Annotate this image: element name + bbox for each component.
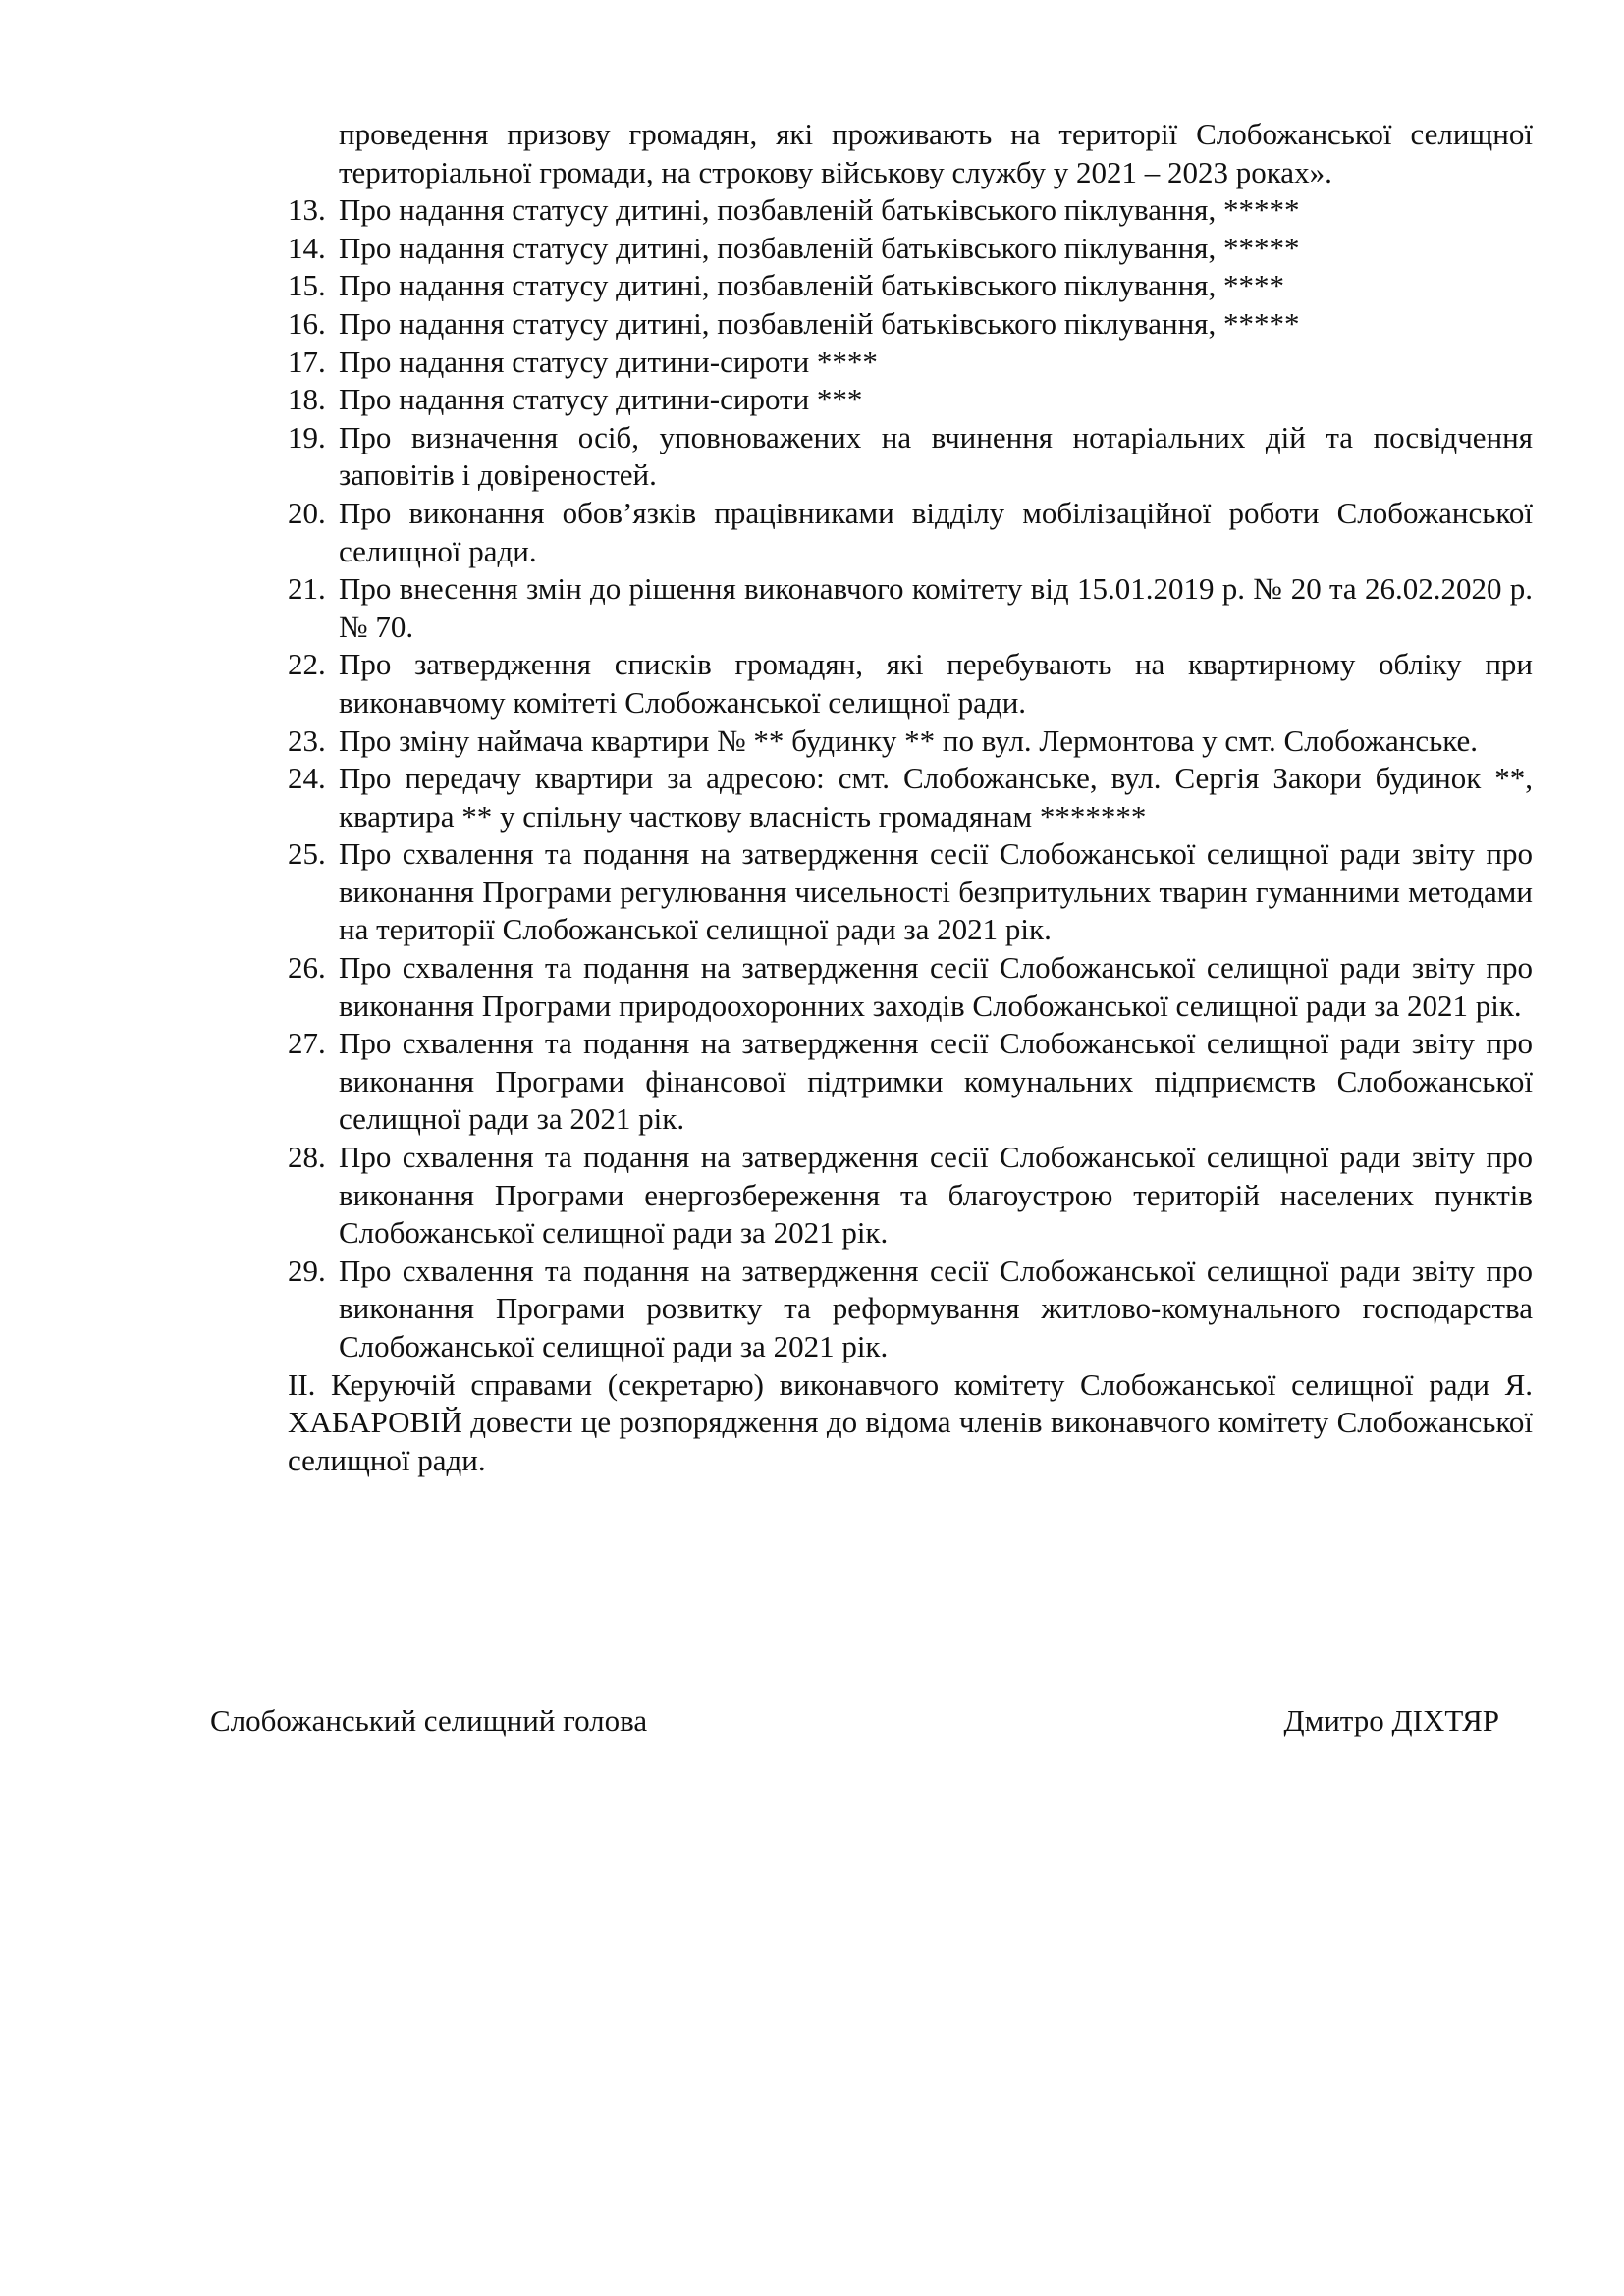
- list-item-text: Про надання статусу дитині, позбавленій батьківського піклування, *****: [339, 192, 1300, 228]
- list-item-text: Про схвалення та подання на затвердження сесії Слобожанської селищної ради звіту про виконання Програми регулювання чисельності безпритульних тварин гуманними методами на території Слобожанської селищної ради за 2021 рік.: [339, 836, 1533, 947]
- list-item-text: Про схвалення та подання на затвердження сесії Слобожанської селищної ради звіту про виконання Програми розвитку та реформування житлово-комунального господарства Слобожанської селищної ради за 2021 рік.: [339, 1253, 1533, 1363]
- list-item-number: 17.: [288, 344, 326, 379]
- list-item-text: Про надання статусу дитині, позбавленій батьківського піклування, ****: [339, 268, 1284, 303]
- document-body: [288, 116, 1533, 1479]
- list-item: [288, 419, 1533, 495]
- list-item-number: 19.: [288, 419, 326, 454]
- list-item-number: 14.: [288, 230, 326, 265]
- list-item-text: Про схвалення та подання на затвердження сесії Слобожанської селищної ради звіту про виконання Програми природоохоронних заходів Слобожанської селищної ради за 2021 рік.: [339, 950, 1533, 1023]
- list-item-number: 21.: [288, 571, 326, 607]
- list-item-text: Про затвердження списків громадян, які перебувають на квартирному обліку при виконавчому комітеті Слобожанської селищної ради.: [339, 647, 1533, 720]
- list-item: [288, 1253, 1533, 1366]
- list-item: [288, 191, 1533, 230]
- list-item-text: Про передачу квартири за адресою: смт. Слобожанське, вул. Сергія Закори будинок **, квартира ** у спільну часткову власність громадянам *******: [339, 761, 1533, 833]
- list-item: [288, 495, 1533, 570]
- decision-list: [288, 191, 1533, 1365]
- list-item: [288, 722, 1533, 761]
- list-item: [288, 1025, 1533, 1139]
- list-item-text: Про надання статусу дитини-сироти ****: [339, 344, 878, 379]
- list-item-text: Про схвалення та подання на затвердження сесії Слобожанської селищної ради звіту про виконання Програми енергозбереження та благоустрою територій населених пунктів Слобожанської селищної ради за 2021 рік.: [339, 1140, 1533, 1251]
- continued-paragraph: проведення призову громадян, які проживають на території Слобожанської селищної територіальної громади, на строкову військову службу у 2021 – 2023 роках».: [339, 117, 1533, 189]
- list-item-text: Про визначення осіб, уповноважених на вчинення нотаріальних дій та посвідчення заповітів і довіреностей.: [339, 419, 1533, 493]
- list-item: [288, 305, 1533, 344]
- list-item: [288, 570, 1533, 646]
- list-item: [288, 1139, 1533, 1253]
- list-item-text: Про виконання обов’язків працівниками відділу мобілізаційної роботи Слобожанської селищної ради.: [339, 495, 1533, 568]
- list-item-number: 23.: [288, 722, 326, 758]
- list-item: [288, 835, 1533, 949]
- list-item-number: 24.: [288, 761, 326, 796]
- list-item-number: 25.: [288, 836, 326, 872]
- list-item-number: 28.: [288, 1140, 326, 1175]
- list-item: [288, 381, 1533, 419]
- list-item: [288, 230, 1533, 268]
- list-item-number: 26.: [288, 950, 326, 986]
- signatory-name: Дмитро ДІХТЯР: [1283, 1703, 1499, 1737]
- list-item-text: Про внесення змін до рішення виконавчого комітету від 15.01.2019 р. № 20 та 26.02.2020 р. № 70.: [339, 571, 1533, 644]
- list-item-number: 15.: [288, 268, 326, 303]
- list-item: [288, 949, 1533, 1025]
- list-item-text: Про зміну наймача квартири № ** будинку ** по вул. Лермонтова у смт. Слобожанське.: [339, 722, 1479, 758]
- list-item-number: 22.: [288, 647, 326, 682]
- list-item: [288, 760, 1533, 835]
- list-item: [288, 267, 1533, 305]
- list-item-text: Про надання статусу дитині, позбавленій батьківського піклування, *****: [339, 305, 1300, 341]
- section-two-paragraph: ІІ. Керуючій справами (секретарю) виконавчого комітету Слобожанської селищної ради Я. ХАБАРОВІЙ довести це розпорядження до відома членів виконавчого комітету Слобожанської селищної ради.: [288, 1366, 1533, 1477]
- signatory-title: Слобожанський селищний голова: [210, 1703, 648, 1737]
- list-item-number: 16.: [288, 305, 326, 341]
- list-item-number: 27.: [288, 1026, 326, 1061]
- signature-block: [210, 1702, 1499, 1739]
- list-item-number: 20.: [288, 495, 326, 530]
- list-item-text: Про схвалення та подання на затвердження сесії Слобожанської селищної ради звіту про виконання Програми фінансової підтримки комунальних підприємств Слобожанської селищної ради за 2021 рік.: [339, 1026, 1533, 1137]
- list-item-number: 29.: [288, 1253, 326, 1288]
- list-item: [288, 646, 1533, 721]
- list-item-number: 13.: [288, 192, 326, 228]
- list-item-text: Про надання статусу дитини-сироти ***: [339, 382, 863, 417]
- list-item-text: Про надання статусу дитині, позбавленій батьківського піклування, *****: [339, 230, 1300, 265]
- list-item-number: 18.: [288, 382, 326, 417]
- list-item: [288, 344, 1533, 382]
